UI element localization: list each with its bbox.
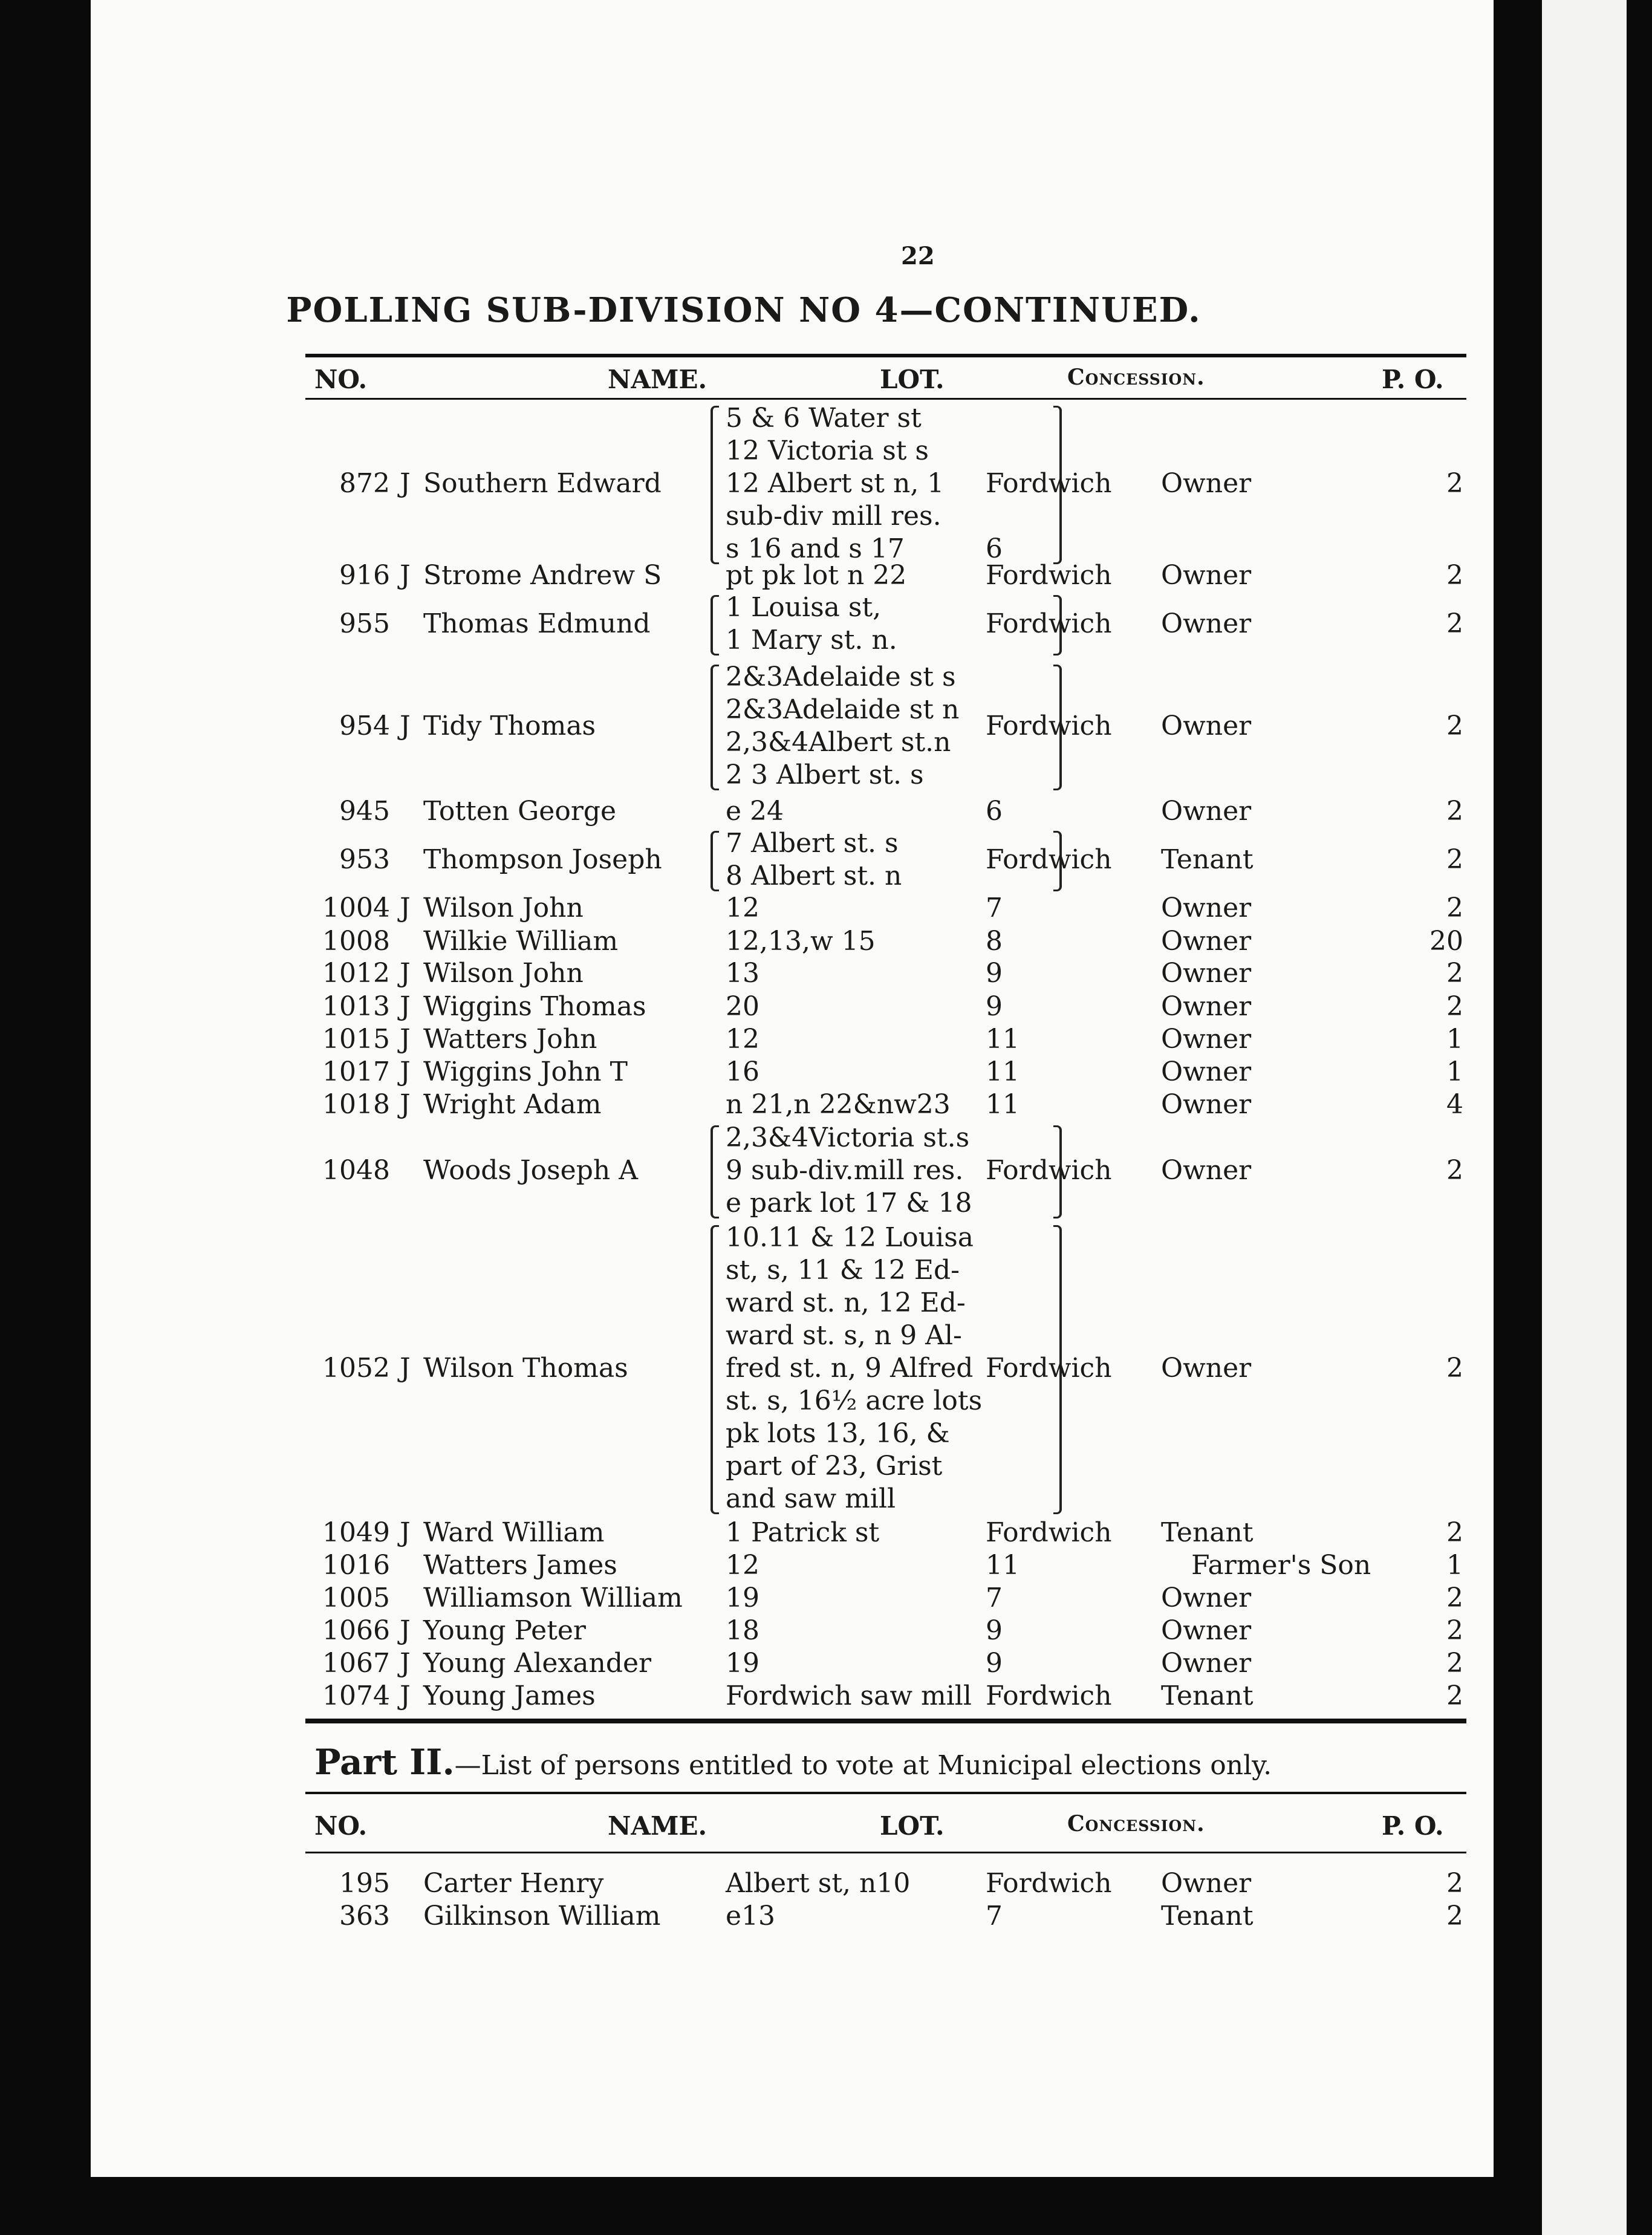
voter-number: 1012 xyxy=(322,958,390,989)
voter-mark: J xyxy=(400,1648,411,1679)
lot-line: 12 Albert st n, 1 xyxy=(726,468,945,499)
lot-line: 2 3 Albert st. s xyxy=(726,760,924,790)
lot-line: 1 Louisa st, xyxy=(726,592,882,623)
post-office: 2 xyxy=(1446,560,1463,591)
lot-line: e13 xyxy=(726,1901,776,1931)
voter-name: Wiggins Thomas xyxy=(423,991,646,1022)
voter-name: Young Alexander xyxy=(423,1648,652,1679)
voter-number: 916 xyxy=(339,560,390,591)
voter-name: Wilkie William xyxy=(423,926,619,957)
post-office: 2 xyxy=(1446,796,1463,827)
header-concession: Concession. xyxy=(1067,365,1205,390)
part2-header-lot: LOT. xyxy=(880,1811,945,1841)
voter-number: 1066 xyxy=(322,1615,390,1646)
concession: 7 xyxy=(986,893,1003,923)
concession: 8 xyxy=(986,926,1003,957)
voter-name: Young James xyxy=(423,1680,596,1711)
part2-rule-mid xyxy=(305,1792,1466,1794)
voter-number: 1067 xyxy=(322,1648,390,1679)
voter-name: Watters John xyxy=(423,1024,597,1055)
lot-line: e park lot 17 & 18 xyxy=(726,1188,972,1218)
voter-name: Wiggins John T xyxy=(423,1056,628,1087)
lot-line: 19 xyxy=(726,1648,759,1679)
concession: Fordwich xyxy=(986,608,1112,639)
lot-line: 2&3Adelaide st n xyxy=(726,694,960,725)
lot-line: 2&3Adelaide st s xyxy=(726,662,956,692)
lot-brace-open xyxy=(711,406,719,564)
tenure-status: Farmer's Son xyxy=(1191,1550,1371,1581)
tenure-status: Owner xyxy=(1161,1155,1252,1186)
voter-name: Williamson William xyxy=(423,1583,683,1613)
voter-name: Wright Adam xyxy=(423,1089,602,1120)
lot-line: 2,3&4Albert st.n xyxy=(726,727,951,758)
lot-line: part of 23, Grist xyxy=(726,1451,943,1482)
post-office: 2 xyxy=(1446,991,1463,1022)
post-office: 1 xyxy=(1446,1056,1463,1087)
voter-number: 1017 xyxy=(322,1056,390,1087)
tenure-status: Owner xyxy=(1161,1024,1252,1055)
lot-line: ward st. n, 12 Ed- xyxy=(726,1287,966,1318)
tenure-status: Owner xyxy=(1161,796,1252,827)
lot-line: 2,3&4Victoria st.s xyxy=(726,1122,970,1153)
concession: Fordwich xyxy=(986,1868,1112,1899)
lot-line: 5 & 6 Water st xyxy=(726,403,922,434)
lot-line: pt pk lot n 22 xyxy=(726,560,907,591)
lot-line: 1 Mary st. n. xyxy=(726,625,897,656)
voter-name: Young Peter xyxy=(423,1615,586,1646)
lot-line: 12 Victoria st s xyxy=(726,435,929,466)
post-office: 2 xyxy=(1446,1155,1463,1186)
voter-name: Wilson John xyxy=(423,958,584,989)
tenure-status: Owner xyxy=(1161,893,1252,923)
post-office: 2 xyxy=(1446,1868,1463,1899)
voter-number: 1013 xyxy=(322,991,390,1022)
tenure-status: Owner xyxy=(1161,1056,1252,1087)
post-office: 2 xyxy=(1446,608,1463,639)
post-office: 1 xyxy=(1446,1550,1463,1581)
voter-number: 1008 xyxy=(322,926,390,957)
part2-rule-bottom xyxy=(305,1852,1466,1853)
page-number: 22 xyxy=(901,242,935,270)
header-rule-top xyxy=(305,354,1466,357)
lot-line: st, s, 11 & 12 Ed- xyxy=(726,1255,960,1286)
lot-brace-open xyxy=(711,831,719,891)
concession: 9 xyxy=(986,1648,1003,1679)
page-title: POLLING SUB-DIVISION NO 4—CONTINUED. xyxy=(286,290,1202,330)
post-office: 2 xyxy=(1446,1648,1463,1679)
next-page-edge xyxy=(1542,0,1627,2235)
voter-mark: J xyxy=(400,991,411,1022)
page xyxy=(91,0,1494,2177)
concession: Fordwich xyxy=(986,560,1112,591)
lot-line: 10.11 & 12 Louisa xyxy=(726,1222,974,1253)
voter-number: 1018 xyxy=(322,1089,390,1120)
concession: 11 xyxy=(986,1550,1019,1581)
concession: 9 xyxy=(986,991,1003,1022)
voter-number: 1005 xyxy=(322,1583,390,1613)
voter-mark: J xyxy=(400,1089,411,1120)
voter-name: Watters James xyxy=(423,1550,617,1581)
part2-header-concession: Concession. xyxy=(1067,1811,1205,1836)
tenure-status: Owner xyxy=(1161,926,1252,957)
concession: 9 xyxy=(986,958,1003,989)
tenure-status: Tenant xyxy=(1161,1680,1254,1711)
lot-brace-open xyxy=(711,1125,719,1218)
tenure-status: Owner xyxy=(1161,958,1252,989)
voter-mark: J xyxy=(400,711,411,741)
concession: 7 xyxy=(986,1901,1003,1931)
voter-name: Gilkinson William xyxy=(423,1901,661,1931)
lot-line: 19 xyxy=(726,1583,759,1613)
post-office: 2 xyxy=(1446,1583,1463,1613)
voter-mark: J xyxy=(400,1517,411,1548)
lot-brace-open xyxy=(711,595,719,656)
post-office: 4 xyxy=(1446,1089,1463,1120)
post-office: 2 xyxy=(1446,1680,1463,1711)
voter-number: 953 xyxy=(339,844,390,875)
voter-mark: J xyxy=(400,1353,411,1384)
concession: 11 xyxy=(986,1024,1019,1055)
part2-header-name: NAME. xyxy=(608,1811,707,1841)
tenure-status: Tenant xyxy=(1161,1901,1254,1931)
concession: Fordwich xyxy=(986,1353,1112,1384)
voter-mark: J xyxy=(400,1680,411,1711)
voter-name: Wilson John xyxy=(423,893,584,923)
header-name: NAME. xyxy=(608,365,707,394)
lot-line: sub-div mill res. xyxy=(726,501,941,532)
part2-header-po: P. O. xyxy=(1382,1811,1444,1841)
part2-header-no: NO. xyxy=(314,1811,368,1841)
tenure-status: Owner xyxy=(1161,608,1252,639)
concession: Fordwich xyxy=(986,1680,1112,1711)
lot-line: fred st. n, 9 Alfred xyxy=(726,1353,974,1384)
lot-line: 18 xyxy=(726,1615,759,1646)
tenure-status: Owner xyxy=(1161,991,1252,1022)
concession-secondary: 6 xyxy=(986,533,1003,564)
concession: 11 xyxy=(986,1089,1019,1120)
lot-line: Albert st, n10 xyxy=(726,1868,911,1899)
post-office: 2 xyxy=(1446,1901,1463,1931)
tenure-status: Owner xyxy=(1161,1089,1252,1120)
tenure-status: Tenant xyxy=(1161,844,1254,875)
post-office: 1 xyxy=(1446,1024,1463,1055)
tenure-status: Owner xyxy=(1161,1353,1252,1384)
voter-mark: J xyxy=(400,1056,411,1087)
lot-line: 20 xyxy=(726,991,759,1022)
tenure-status: Owner xyxy=(1161,560,1252,591)
voter-mark: J xyxy=(400,958,411,989)
post-office: 2 xyxy=(1446,844,1463,875)
header-rule-bottom xyxy=(305,398,1466,400)
tenure-status: Owner xyxy=(1161,1868,1252,1899)
lot-line: pk lots 13, 16, & xyxy=(726,1418,950,1449)
voter-name: Strome Andrew S xyxy=(423,560,662,591)
lot-line: 12,13,w 15 xyxy=(726,926,876,957)
lot-line: 16 xyxy=(726,1056,759,1087)
header-po: P. O. xyxy=(1382,365,1444,394)
lot-brace-open xyxy=(711,1225,719,1514)
voter-name: Tidy Thomas xyxy=(423,711,596,741)
post-office: 2 xyxy=(1446,958,1463,989)
voter-number: 1016 xyxy=(322,1550,390,1581)
lot-line: 13 xyxy=(726,958,759,989)
voter-number: 1052 xyxy=(322,1353,390,1384)
concession: Fordwich xyxy=(986,711,1112,741)
lot-line: 1 Patrick st xyxy=(726,1517,880,1548)
lot-line: s 16 and s 17 xyxy=(726,533,905,564)
voter-number: 1074 xyxy=(322,1680,390,1711)
voter-number: 1049 xyxy=(322,1517,390,1548)
voter-number: 955 xyxy=(339,608,390,639)
lot-line: st. s, 16½ acre lots xyxy=(726,1385,983,1416)
tenure-status: Owner xyxy=(1161,1583,1252,1613)
gutter xyxy=(1494,0,1542,2235)
voter-number: 1015 xyxy=(322,1024,390,1055)
header-lot: LOT. xyxy=(880,365,945,394)
concession: Fordwich xyxy=(986,844,1112,875)
tenure-status: Owner xyxy=(1161,711,1252,741)
lot-brace-open xyxy=(711,665,719,790)
tenure-status: Tenant xyxy=(1161,1517,1254,1548)
concession: 6 xyxy=(986,796,1003,827)
voter-name: Totten George xyxy=(423,796,617,827)
lot-line: n 21,n 22&nw23 xyxy=(726,1089,951,1120)
concession: Fordwich xyxy=(986,1517,1112,1548)
voter-number: 195 xyxy=(339,1868,390,1899)
post-office: 20 xyxy=(1429,926,1463,957)
post-office: 2 xyxy=(1446,1517,1463,1548)
tenure-status: Owner xyxy=(1161,1615,1252,1646)
voter-mark: J xyxy=(400,468,411,499)
post-office: 2 xyxy=(1446,468,1463,499)
lot-line: e 24 xyxy=(726,796,784,827)
voter-number: 945 xyxy=(339,796,390,827)
lot-line: 12 xyxy=(726,1550,759,1581)
voter-mark: J xyxy=(400,1024,411,1055)
voter-name: Thomas Edmund xyxy=(423,608,651,639)
lot-line: ward st. s, n 9 Al- xyxy=(726,1320,962,1351)
lot-line: 7 Albert st. s xyxy=(726,828,899,859)
concession: 9 xyxy=(986,1615,1003,1646)
post-office: 2 xyxy=(1446,893,1463,923)
part2-subtitle: —List of persons entitled to vote at Municipal elections only. xyxy=(454,1750,1272,1781)
voter-name: Woods Joseph A xyxy=(423,1155,638,1186)
voter-number: 954 xyxy=(339,711,390,741)
concession: Fordwich xyxy=(986,468,1112,499)
lot-line: Fordwich saw mill xyxy=(726,1680,972,1711)
voter-name: Ward William xyxy=(423,1517,605,1548)
voter-name: Southern Edward xyxy=(423,468,662,499)
lot-line: and saw mill xyxy=(726,1483,896,1514)
voter-mark: J xyxy=(400,1615,411,1646)
voter-name: Carter Henry xyxy=(423,1868,604,1899)
lot-line: 12 xyxy=(726,1024,759,1055)
voter-mark: J xyxy=(400,893,411,923)
voter-number: 872 xyxy=(339,468,390,499)
part2-rule-top xyxy=(305,1719,1466,1723)
lot-line: 8 Albert st. n xyxy=(726,860,902,891)
tenure-status: Owner xyxy=(1161,1648,1252,1679)
concession: 11 xyxy=(986,1056,1019,1087)
lot-line: 9 sub-div.mill res. xyxy=(726,1155,964,1186)
concession: 7 xyxy=(986,1583,1003,1613)
voter-name: Wilson Thomas xyxy=(423,1353,628,1384)
post-office: 2 xyxy=(1446,1353,1463,1384)
concession: Fordwich xyxy=(986,1155,1112,1186)
voter-number: 363 xyxy=(339,1901,390,1931)
post-office: 2 xyxy=(1446,1615,1463,1646)
voter-number: 1004 xyxy=(322,893,390,923)
header-no: NO. xyxy=(314,365,368,394)
voter-mark: J xyxy=(400,560,411,591)
post-office: 2 xyxy=(1446,711,1463,741)
voter-number: 1048 xyxy=(322,1155,390,1186)
tenure-status: Owner xyxy=(1161,468,1252,499)
voter-name: Thompson Joseph xyxy=(423,844,662,875)
part2-heading xyxy=(314,1742,1272,1783)
lot-line: 12 xyxy=(726,893,759,923)
part2-title: Part II. xyxy=(314,1742,455,1783)
